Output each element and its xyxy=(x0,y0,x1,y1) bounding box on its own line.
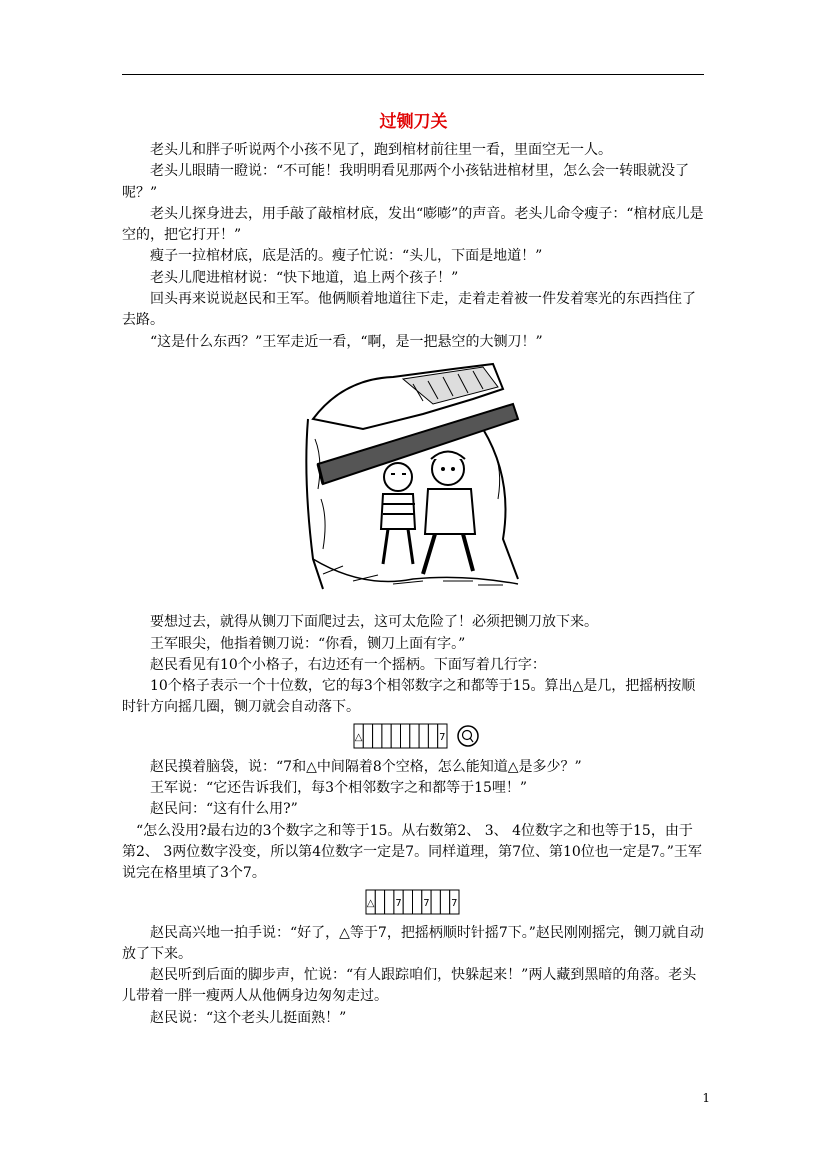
grid-cell-value: △ xyxy=(366,897,375,909)
grid-cell xyxy=(419,724,428,748)
grid-cell xyxy=(375,890,384,914)
grid-cell-value: 7 xyxy=(451,897,458,909)
grid-cell-value: 7 xyxy=(439,731,446,743)
paragraph: 赵民高兴地一拍手说：“好了，△等于7，把摇柄顺时针摇7下。”赵民刚刚摇完，铡刀就自动放了下来。 xyxy=(122,924,704,962)
grid-cell xyxy=(385,890,394,914)
page-title: 过铡刀关 xyxy=(379,112,448,132)
grid-cells xyxy=(366,890,459,914)
digit-grid-2-svg xyxy=(122,887,704,919)
paragraph: 瘦子一拉棺材底，底是活的。瘦子忙说：“头儿，下面是地道！” xyxy=(150,248,543,265)
grid-cell xyxy=(440,890,449,914)
grid-cells xyxy=(354,724,447,748)
digit-grid-1 xyxy=(122,721,704,753)
paragraph: 老头儿探身进去，用手敲了敲棺材底，发出“嘭嘭”的声音。老头儿命令瘦子：“棺材底儿是空的，把它打开！” xyxy=(122,205,704,244)
paragraph: 要想过去，就得从铡刀下面爬过去，这可太危险了！必须把铡刀放下来。 xyxy=(150,614,598,631)
header-rule xyxy=(122,74,704,75)
paragraph: “这是什么东西？”王军走近一看，“啊，是一把悬空的大铡刀！” xyxy=(150,333,543,350)
paragraph: 赵民问：“这有什么用?” xyxy=(150,801,298,818)
grid-cell xyxy=(413,890,422,914)
guillotine-illustration xyxy=(303,359,523,599)
grid-cell xyxy=(431,890,440,914)
digit-grid-1-svg xyxy=(122,721,704,753)
grid-cell-value: 7 xyxy=(423,897,430,909)
crank-icon xyxy=(458,726,478,746)
grid-cell xyxy=(401,724,410,748)
illustration-figure xyxy=(122,359,704,606)
story-body xyxy=(122,140,704,1029)
paragraph: 赵民摸着脑袋，说：“7和△中间隔着8个空格，怎么能知道△是多少？” xyxy=(150,758,582,775)
paragraph: 王军说：“它还告诉我们，每3个相邻数字之和都等于15哩！” xyxy=(150,780,528,797)
grid-cell xyxy=(373,724,382,748)
grid-cell xyxy=(382,724,391,748)
grid-cell xyxy=(363,724,372,748)
paragraph: 王军眼尖，他指着铡刀说：“你看，铡刀上面有字。” xyxy=(150,635,466,652)
page-number: 1 xyxy=(702,1091,710,1105)
paragraph: “怎么没用?最右边的3个数字之和等于15。从右数第2、 3、 4位数字之和也等于15，由于第2、 3两位数字没变，所以第4位数字一定是7。同样道理，第7位、第10位也一定是7。”王军说完在格里填了3个7。 xyxy=(122,822,702,882)
grid-cell xyxy=(428,724,437,748)
paragraph: 赵民看见有10个小格子，右边还有一个摇柄。下面写着几行字： xyxy=(150,656,546,673)
paragraph: 赵民听到后面的脚步声，忙说：“有人跟踪咱们，快躲起来！”两人藏到黑暗的角落。老头儿带着一胖一瘦两人从他俩身边匆匆走过。 xyxy=(122,967,697,1005)
paragraph: 老头儿眼睛一瞪说：“不可能！我明明看见那两个小孩钻进棺材里，怎么会一转眼就没了呢？” xyxy=(122,163,690,201)
paragraph: 老头儿和胖子听说两个小孩不见了，跑到棺材前往里一看，里面空无一人。 xyxy=(150,142,612,158)
grid-cell-value: 7 xyxy=(395,897,402,909)
grid-cell xyxy=(391,724,400,748)
paragraph: 回头再来说说赵民和王军。他俩顺着地道往下走，走着走着被一件发着寒光的东西挡住了去路。 xyxy=(122,291,696,329)
paragraph: 10个格子表示一个十位数，它的每3个相邻数字之和都等于15。算出△是几，把摇柄按顺时针方向摇几圈，铡刀就会自动落下。 xyxy=(122,678,696,716)
paragraph: 老头儿爬进棺材说：“快下地道，追上两个孩子！” xyxy=(150,269,459,286)
digit-grid-2 xyxy=(122,887,704,919)
grid-cell xyxy=(410,724,419,748)
grid-cell-value: △ xyxy=(354,731,363,743)
grid-cell xyxy=(403,890,412,914)
paragraph: 赵民说：“这个老头儿挺面熟！” xyxy=(150,1009,347,1026)
